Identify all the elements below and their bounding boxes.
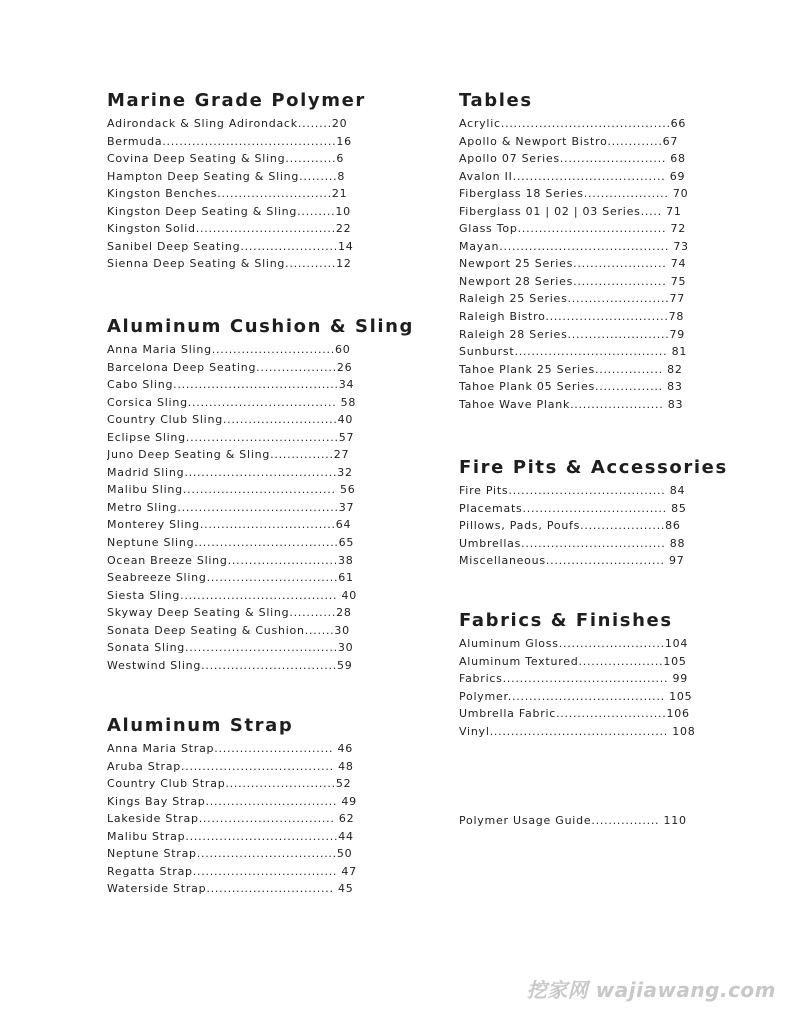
- toc-entry[interactable]: Kings Bay Strap............................... 49: [107, 794, 357, 808]
- entry-list: [459, 635, 695, 740]
- toc-entry[interactable]: Apollo & Newport Bistro.............67: [459, 134, 679, 148]
- watermark-logo: 挖家网 wajiawang.com: [526, 978, 776, 1002]
- toc-entry[interactable]: Fire Pits..................................... 84: [459, 484, 686, 497]
- toc-entry[interactable]: Sunburst.................................... 81: [459, 345, 688, 359]
- toc-entry[interactable]: Polymer..................................... 105: [459, 689, 693, 703]
- section-heading: Tables: [459, 90, 533, 111]
- toc-entry[interactable]: Apollo 07 Series......................... 68: [459, 152, 686, 166]
- section-fire-pits-accessories: [459, 457, 728, 570]
- toc-entry[interactable]: Kingston Deep Seating & Sling.........10: [107, 204, 351, 218]
- toc-entry[interactable]: Miscellaneous............................ 97: [459, 554, 685, 568]
- toc-entry[interactable]: Ocean Breeze Sling..........................38: [107, 553, 354, 567]
- toc-entry[interactable]: Malibu Sling.................................... 56: [107, 483, 356, 497]
- toc-entry[interactable]: Sanibel Deep Seating.......................14: [107, 239, 354, 253]
- toc-entry[interactable]: Skyway Deep Seating & Sling...........28: [107, 606, 352, 620]
- toc-entry[interactable]: Umbrellas.................................. 88: [459, 536, 686, 550]
- section-marine-grade-polymer: [107, 90, 366, 273]
- section-heading: Marine Grade Polymer: [107, 90, 366, 111]
- entry-list: [107, 341, 414, 674]
- toc-entry[interactable]: Monterey Sling................................64: [107, 518, 352, 532]
- entry-list: [459, 115, 689, 413]
- toc-entry[interactable]: Country Club Sling...........................40: [107, 413, 354, 427]
- toc-entry[interactable]: Cabo Sling.......................................34: [107, 378, 355, 392]
- toc-entry[interactable]: Corsica Sling................................... 58: [107, 395, 357, 409]
- toc-entry[interactable]: Raleigh 25 Series........................77: [459, 292, 685, 306]
- entry-list: [107, 115, 366, 273]
- toc-entry[interactable]: Juno Deep Seating & Sling...............27: [107, 448, 350, 462]
- toc-entry[interactable]: Regatta Strap.................................. 47: [107, 864, 357, 878]
- toc-entry[interactable]: Kingston Solid.................................22: [107, 222, 352, 236]
- toc-entry[interactable]: Kingston Benches...........................21: [107, 187, 348, 201]
- toc-entry[interactable]: Aluminum Gloss.........................104: [459, 637, 689, 650]
- toc-entry[interactable]: Newport 25 Series...................... 74: [459, 257, 687, 271]
- entry-list: [459, 482, 728, 570]
- toc-entry[interactable]: Newport 28 Series...................... 75: [459, 274, 687, 288]
- toc-entry[interactable]: Mayan........................................ 73: [459, 239, 689, 253]
- section-heading: Fabrics & Finishes: [459, 610, 673, 631]
- toc-entry[interactable]: Malibu Strap....................................44: [107, 829, 354, 843]
- section-polymer-usage-guide: [459, 812, 687, 830]
- toc-entry[interactable]: Aluminum Textured....................105: [459, 654, 687, 668]
- toc-entry[interactable]: Bermuda.........................................16: [107, 134, 352, 148]
- toc-entry[interactable]: Barcelona Deep Seating...................26: [107, 360, 353, 374]
- section-heading: Aluminum Cushion & Sling: [107, 316, 415, 337]
- toc-entry[interactable]: Anna Maria Strap............................ 46: [107, 742, 353, 755]
- toc-entry[interactable]: Seabreeze Sling...............................61: [107, 571, 354, 585]
- toc-entry[interactable]: Aruba Strap.................................... 48: [107, 759, 354, 773]
- toc-entry[interactable]: Placemats.................................. 85: [459, 501, 687, 515]
- toc-entry[interactable]: Siesta Sling..................................... 40: [107, 588, 358, 602]
- section-fabrics-finishes: [459, 610, 695, 740]
- toc-entry[interactable]: Sienna Deep Seating & Sling............12: [107, 257, 352, 271]
- toc-entry[interactable]: Eclipse Sling....................................57: [107, 430, 355, 444]
- toc-entry[interactable]: Fiberglass 01 | 02 | 03 Series..... 71: [459, 204, 682, 218]
- toc-entry[interactable]: Westwind Sling................................59: [107, 658, 353, 672]
- toc-entry[interactable]: Adirondack & Sling Adirondack........20: [107, 117, 348, 130]
- toc-entry[interactable]: Country Club Strap..........................52: [107, 777, 352, 791]
- toc-entry[interactable]: Hampton Deep Seating & Sling.........8: [107, 169, 346, 183]
- section-heading: Aluminum Strap: [107, 715, 294, 736]
- section-heading: Fire Pits & Accessories: [459, 457, 728, 478]
- toc-entry[interactable]: Avalon II.................................... 69: [459, 169, 686, 183]
- toc-entry[interactable]: Polymer Usage Guide................ 110: [459, 814, 687, 827]
- toc-entry[interactable]: Fabrics....................................... 99: [459, 672, 689, 686]
- toc-entry[interactable]: Raleigh Bistro.............................78: [459, 310, 685, 324]
- section-aluminum-strap: [107, 715, 357, 898]
- toc-entry[interactable]: Acrylic........................................66: [459, 117, 687, 130]
- toc-entry[interactable]: Neptune Strap.................................50: [107, 847, 353, 861]
- section-tables: [459, 90, 689, 413]
- toc-entry[interactable]: Tahoe Plank 25 Series................ 82: [459, 362, 683, 376]
- toc-entry[interactable]: Madrid Sling....................................32: [107, 465, 353, 479]
- toc-entry[interactable]: Tahoe Plank 05 Series................ 83: [459, 380, 683, 394]
- toc-entry[interactable]: Anna Maria Sling.............................60: [107, 343, 351, 356]
- toc-entry[interactable]: Lakeside Strap................................ 62: [107, 812, 355, 826]
- toc-entry[interactable]: Sonata Deep Seating & Cushion.......30: [107, 623, 350, 637]
- toc-entry[interactable]: Fiberglass 18 Series.................... 70: [459, 187, 689, 201]
- entry-list: [107, 740, 357, 898]
- toc-entry[interactable]: Umbrella Fabric..........................106: [459, 707, 690, 721]
- toc-entry[interactable]: Glass Top................................... 72: [459, 222, 686, 236]
- toc-entry[interactable]: Pillows, Pads, Poufs....................86: [459, 519, 681, 533]
- toc-entry[interactable]: Tahoe Wave Plank...................... 83: [459, 397, 684, 411]
- toc-entry[interactable]: Vinyl.......................................... 108: [459, 724, 696, 738]
- toc-entry[interactable]: Waterside Strap.............................. 45: [107, 882, 354, 896]
- toc-entry[interactable]: Covina Deep Seating & Sling............6: [107, 152, 345, 166]
- toc-entry[interactable]: Raleigh 28 Series........................79: [459, 327, 685, 341]
- toc-entry[interactable]: Metro Sling......................................37: [107, 500, 355, 514]
- toc-entry[interactable]: Neptune Sling..................................65: [107, 536, 355, 550]
- toc-entry[interactable]: Sonata Sling....................................30: [107, 641, 354, 655]
- section-aluminum-cushion-sling: [107, 316, 414, 674]
